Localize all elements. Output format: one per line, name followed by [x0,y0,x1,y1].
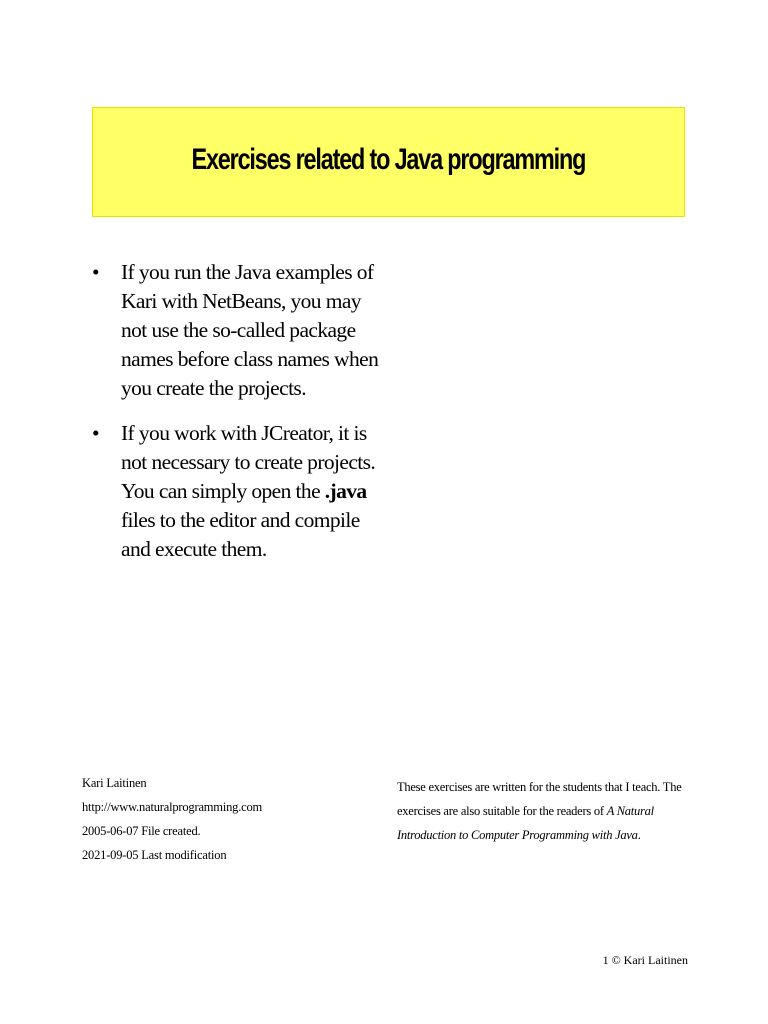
bullet-text-netbeans: If you run the Java examples of Kari with NetBeans, you may not use the so-called package names before class names when you create the projects. [121,260,379,400]
java-extension-text: .java [324,479,367,503]
bullet-text-jcreator [121,421,375,561]
website-url: http://www.naturalprogramming.com [82,800,263,814]
bullet-list [88,258,388,580]
bullet-icon: • [92,421,99,445]
page-title: Exercises related to Java programming [191,143,586,176]
title-banner [92,107,685,217]
list-item [88,419,388,564]
author-info [82,771,262,867]
author-name: Kari Laitinen [82,776,147,790]
modified-date: 2021-09-05 Last modification [82,848,227,862]
page-number: 1 © Kari Laitinen [602,953,688,967]
audience-note-end: . [637,828,641,842]
bullet-icon: • [92,260,99,284]
bullet-text-jcreator-end: files to the editor and compile and execute them. [121,508,360,561]
bullet-text-jcreator-start: If you work with JCreator, it is not necessary to create projects. You can simply open the [121,421,376,503]
book-title: A Natural Introduction to Computer Programming with Java [397,804,654,842]
audience-note-text: These exercises are written for the students that I teach. The exercises are also suitable for the readers of [397,780,682,818]
list-item [88,258,388,403]
created-date: 2005-06-07 File created. [82,824,201,838]
audience-note [397,775,697,847]
